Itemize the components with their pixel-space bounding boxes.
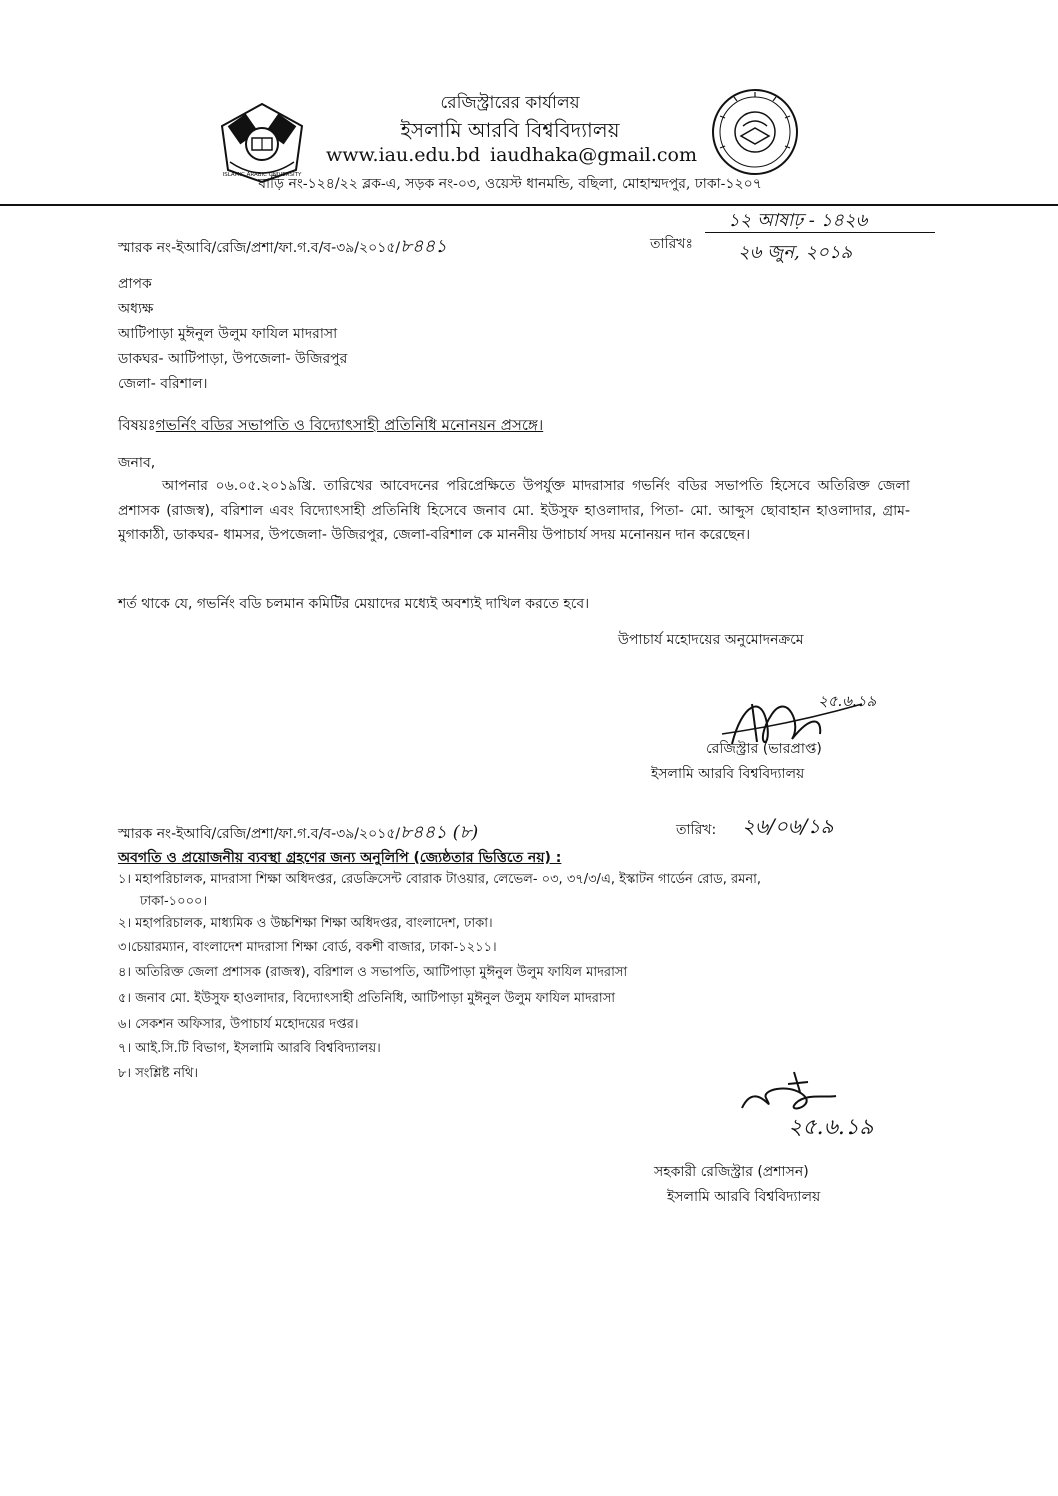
- salutation: জনাব,: [118, 455, 156, 471]
- body-paragraph-1: আপনার ০৬.০৫.২০১৯খ্রি. তারিখের আবেদনের পরিপ্রেক্ষিতে উপর্যুক্ত মাদরাসার গভর্নিং বডির সভাপতি হিসেবে অতিরিক্ত জেলা প্রশাসক (রাজস্ব), বরিশাল এবং বিদ্যোৎসাহী প্রতিনিধি হিসেবে জনাব মো. ইউসুফ হাওলাদার, পিতা- মো. আব্দুস ছোবাহান হাওলাদার, গ্রাম- মুগাকাঠী, ডাকঘর- ধামসর, উপজেলা- উজিরপুর, জেলা-বরিশাল কে মাননীয় উপাচার্য সদয় মনোনয়ন দান করেছেন।: [118, 478, 910, 543]
- recipient-label: প্রাপক: [118, 276, 152, 292]
- address: বাড়ি নং-১২৪/২২ ব্লক-এ, সড়ক নং-০৩, ওয়েস্ট ধানমন্ডি, বছিলা, মোহাম্মদপুর, ঢাকা-১২০৭: [258, 176, 762, 192]
- assistant-registrar-signature-date: ২৫.৬.১৯: [788, 1115, 874, 1140]
- university-name: ইসলামি আরবি বিশ্ববিদ্যালয়: [400, 118, 620, 142]
- memo-ref-label: স্মারক নং-: [118, 240, 177, 256]
- copy-item-7: ৭। আই.সি.টি বিভাগ, ইসলামি আরবি বিশ্ববিদ্যালয়।: [118, 1041, 381, 1056]
- memo-reference: [118, 232, 447, 263]
- assistant-registrar-org: ইসলামি আরবি বিশ্ববিদ্যালয়: [667, 1189, 821, 1205]
- subject-label: বিষয়ঃ: [118, 416, 156, 434]
- assistant-registrar-title: সহকারী রেজিস্ট্রার (প্রশাসন): [654, 1164, 809, 1180]
- memo2-date-handwritten: ২৬/০৬/১৯: [742, 814, 834, 838]
- recipient-block: [118, 272, 347, 397]
- memo-date-english: ২৬ জুন, ২০১৯: [738, 242, 853, 263]
- body-paragraph-2: শর্ত থাকে যে, গভর্নিং বডি চলমান কমিটির মেয়াদের মধ্যেই অবশ্যই দাখিল করতে হবে।: [118, 596, 590, 612]
- registrar-signature-date: ২৫.৬.১৯: [818, 692, 877, 710]
- registrar-org: ইসলামি আরবি বিশ্ববিদ্যালয়: [651, 766, 805, 782]
- copy-item-8: ৮। সংশ্লিষ্ট নথি।: [118, 1066, 199, 1081]
- subject-line: [118, 414, 543, 439]
- memo-date-label: তারিখঃ: [650, 236, 693, 252]
- memo-ref-handwritten: ৮৪৪১: [400, 236, 447, 257]
- approval-note: উপাচার্য মহোদয়ের অনুমোদনক্রমে: [618, 632, 804, 648]
- recipient-designation: অধ্যক্ষ: [118, 301, 154, 317]
- memo2-date-label: তারিখ:: [676, 822, 717, 838]
- date-rule: [705, 232, 935, 233]
- subject-text: গভর্নিং বডির সভাপতি ও বিদ্যোৎসাহী প্রতিনিধি মনোনয়ন প্রসঙ্গে।: [155, 416, 544, 434]
- recipient-post-office: ডাকঘর- আটিপাড়া, উপজেলা- উজিরপুর: [118, 351, 348, 367]
- copy-item-6: ৬। সেকশন অফিসার, উপাচার্য মহোদয়ের দপ্তর।: [118, 1017, 359, 1032]
- email-link[interactable]: iaudhaka@gmail.com: [490, 144, 698, 166]
- copy-item-4: ৪। অতিরিক্ত জেলা প্রশাসক (রাজস্ব), বরিশাল ও সভাপতি, আটিপাড়া মুঈনুল উলুম ফাযিল মাদরাসা: [118, 965, 628, 980]
- copy-item-3: ৩।চেয়ারম্যান, বাংলাদেশ মাদরাসা শিক্ষা বোর্ড, বকশী বাজার, ঢাকা-১২১১।: [118, 940, 497, 955]
- copy-item-1: ১। মহাপরিচালক, মাদরাসা শিক্ষা অধিদপ্তর, রেডক্রিসেন্ট বোরাক টাওয়ার, লেভেল- ০৩, ৩৭/৩/এ, ইস্কাটন গার্ডেন রোড, রমনা,: [118, 872, 762, 887]
- copy-item-1-continued: ঢাকা-১০০০।: [140, 894, 208, 909]
- header-divider: [0, 204, 1058, 206]
- memo2-ref-label: স্মারক নং-: [118, 826, 177, 842]
- memo2-ref-value: ইআবি/রেজি/প্রশা/ফা.গ.ব/ব-৩৯/২০১৫/: [176, 826, 401, 842]
- memo-date-bangla: ১২ আষাঢ় - ১৪২৬: [728, 210, 868, 231]
- copy-item-2: ২। মহাপরিচালক, মাধ্যমিক ও উচ্চশিক্ষা শিক্ষা অধিদপ্তর, বাংলাদেশ, ঢাকা।: [118, 916, 493, 931]
- website-link[interactable]: www.iau.edu.bd: [326, 144, 481, 166]
- svg-text:ISLAMIC ARABIC UNIVERSITY: ISLAMIC ARABIC UNIVERSITY: [222, 172, 302, 178]
- office-name: রেজিস্ট্রারের কার্যালয়: [440, 93, 580, 113]
- recipient-district: জেলা- বরিশাল।: [118, 376, 208, 392]
- copies-heading: অবগতি ও প্রয়োজনীয় ব্যবস্থা গ্রহণের জন্য অনুলিপি (জ্যেষ্ঠতার ভিত্তিতে নয়) :: [118, 850, 562, 866]
- copy-item-5: ৫। জনাব মো. ইউসুফ হাওলাদার, বিদ্যোৎসাহী প্রতিনিধি, আটিপাড়া মুঈনুল উলুম ফাযিল মাদরাসা: [118, 991, 616, 1006]
- memo-ref-value: ইআবি/রেজি/প্রশা/ফা.গ.ব/ব-৩৯/২০১৫/: [176, 240, 401, 256]
- registrar-title: রেজিস্ট্রার (ভারপ্রাপ্ত): [706, 741, 822, 757]
- university-seal: [710, 86, 800, 178]
- recipient-institution: আটিপাড়া মুঈনুল উলুম ফাযিল মাদরাসা: [118, 326, 338, 342]
- memo2-ref-handwritten: ৮৪৪১ (৮): [400, 822, 479, 843]
- memo2-reference: [118, 818, 478, 849]
